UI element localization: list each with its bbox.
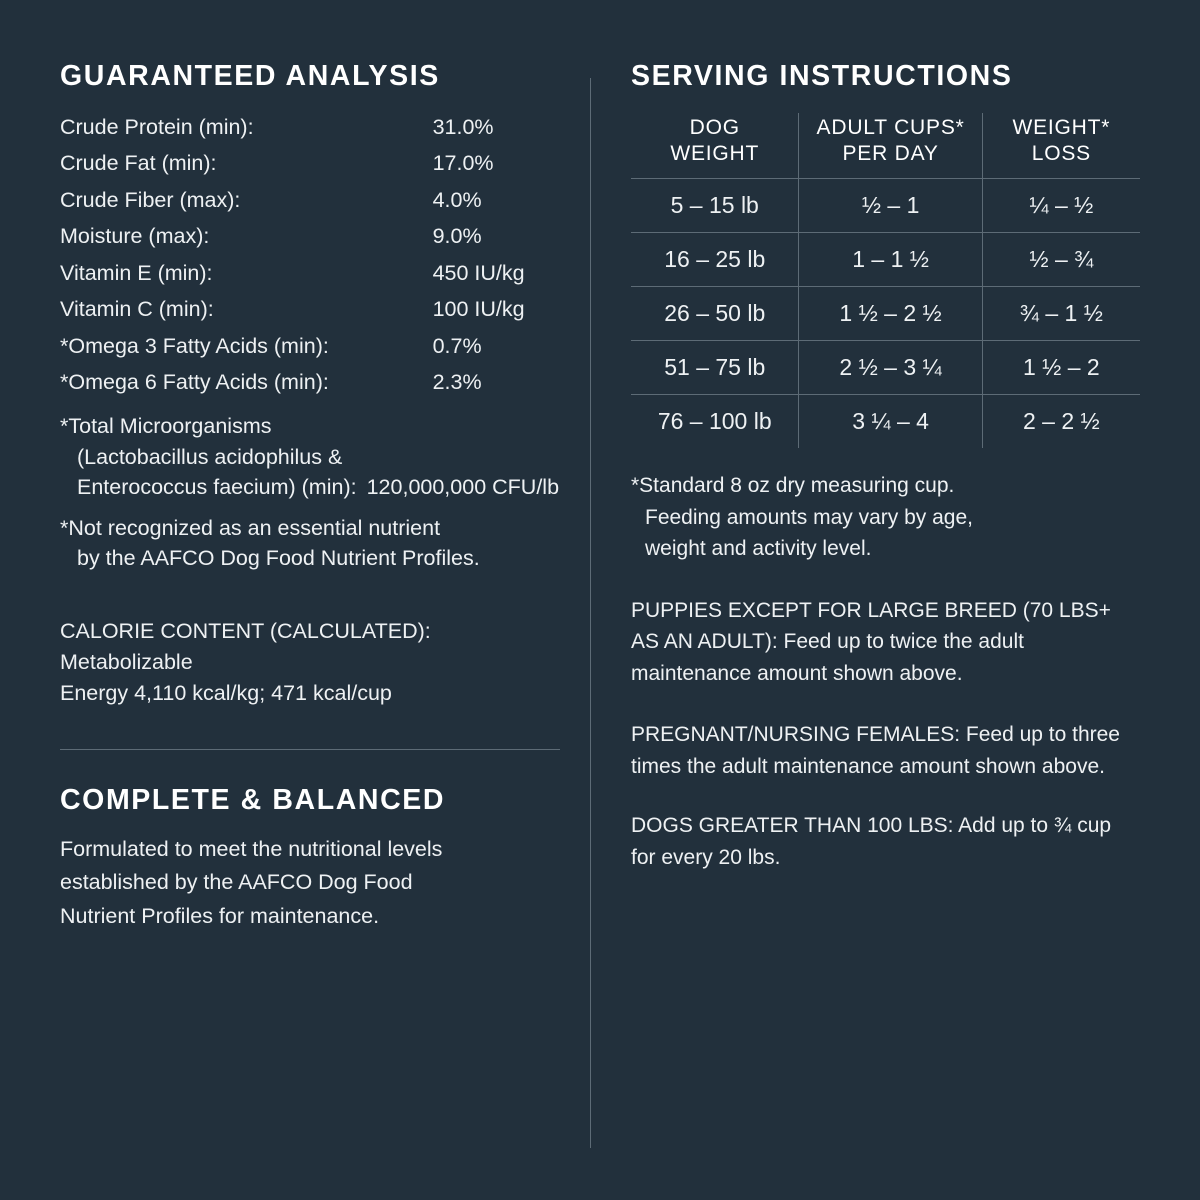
- guaranteed-analysis-title: GUARANTEED ANALYSIS: [60, 60, 440, 92]
- nutrient-label: Vitamin C (min):: [60, 297, 214, 321]
- column-header-weight-loss: [982, 113, 1140, 179]
- column-header-line-2: LOSS: [1031, 141, 1091, 165]
- table-row: [631, 341, 1140, 395]
- serving-instructions-title: SERVING INSTRUCTIONS: [631, 60, 1013, 92]
- microorganisms-line-3: [60, 472, 560, 503]
- cell-dog-weight: 51 – 75 lb: [631, 341, 799, 395]
- microorganisms-value: 120,000,000 CFU/lb: [366, 475, 560, 500]
- complete-balanced-line-2: established by the AAFCO Dog Food: [60, 870, 413, 895]
- calorie-content-line-1: CALORIE CONTENT (CALCULATED): Metabolizable: [60, 618, 431, 674]
- table-row: [60, 365, 560, 402]
- cell-weight-loss: 1 ½ – 2: [982, 341, 1140, 395]
- cell-adult-cups: ½ – 1: [799, 179, 982, 233]
- measuring-cup-note-line-3: weight and activity level.: [645, 537, 872, 561]
- aafco-footnote-line-2: by the AAFCO Dog Food Nutrient Profiles.: [77, 546, 480, 571]
- cell-dog-weight: 16 – 25 lb: [631, 233, 799, 287]
- cell-dog-weight: 5 – 15 lb: [631, 179, 799, 233]
- nutrient-value: 4.0%: [432, 187, 482, 212]
- guaranteed-analysis-column: [60, 60, 590, 1160]
- serving-table: [631, 113, 1140, 448]
- nutrient-value: 9.0%: [432, 224, 482, 248]
- nutrient-label: *Omega 6 Fatty Acids (min):: [60, 370, 329, 394]
- cell-adult-cups: 2 ½ – 3 ¼: [799, 341, 982, 395]
- nutrient-label: *Omega 3 Fatty Acids (min):: [60, 333, 329, 358]
- cell-dog-weight: 76 – 100 lb: [631, 395, 799, 449]
- complete-balanced-line-3: Nutrient Profiles for maintenance.: [60, 903, 380, 928]
- measuring-cup-note: [631, 470, 1140, 565]
- table-row: [631, 179, 1140, 233]
- cell-adult-cups: 1 ½ – 2 ½: [799, 287, 982, 341]
- nutrient-label: Vitamin E (min):: [60, 260, 213, 285]
- cell-weight-loss: ¾ – 1 ½: [982, 287, 1140, 341]
- serving-table-header-row: [631, 113, 1140, 179]
- table-row: [60, 255, 560, 292]
- column-header-line-1: DOG: [689, 116, 740, 139]
- aafco-footnote: [60, 513, 560, 574]
- table-row: [60, 328, 560, 365]
- column-header-line-1: WEIGHT*: [1012, 116, 1111, 139]
- nutrient-label: Crude Fiber (max):: [60, 187, 241, 212]
- calorie-content: [60, 616, 560, 710]
- cell-weight-loss: ½ – ¾: [982, 233, 1140, 287]
- nutrient-value: 2.3%: [432, 370, 482, 394]
- nutrient-value: 0.7%: [432, 333, 482, 358]
- nutrient-label: Moisture (max):: [60, 224, 210, 248]
- complete-balanced-title: COMPLETE & BALANCED: [60, 784, 446, 817]
- microorganisms-line-1: *Total Microorganisms: [60, 414, 272, 438]
- puppies-paragraph: PUPPIES EXCEPT FOR LARGE BREED (70 LBS+ AS AN ADULT): Feed up to twice the adult maintenance amount shown above.: [631, 598, 1111, 685]
- aafco-footnote-line-1: *Not recognized as an essential nutrient: [60, 515, 441, 540]
- complete-balanced-body: [60, 833, 560, 933]
- cell-adult-cups: 3 ¼ – 4: [799, 395, 982, 449]
- nutrient-label: Crude Protein (min):: [60, 114, 254, 139]
- nutrient-value: 17.0%: [432, 151, 494, 175]
- column-header-adult-cups: [799, 113, 982, 179]
- calorie-content-line-2: Energy 4,110 kcal/kg; 471 kcal/cup: [60, 680, 392, 705]
- table-row: [631, 395, 1140, 449]
- table-row: [60, 292, 560, 329]
- column-header-line-1: ADULT CUPS*: [816, 116, 965, 139]
- measuring-cup-note-line-1: *Standard 8 oz dry measuring cup.: [631, 474, 955, 498]
- microorganisms-line-3-label: Enterococcus faecium) (min):: [77, 475, 357, 500]
- table-row: [631, 287, 1140, 341]
- table-row: [60, 219, 560, 256]
- pregnant-nursing-paragraph: PREGNANT/NURSING FEMALES: Feed up to three times the adult maintenance amount shown above.: [631, 723, 1120, 778]
- complete-balanced-line-1: Formulated to meet the nutritional levels: [60, 837, 443, 862]
- table-row: [60, 109, 560, 146]
- column-header-line-2: PER DAY: [842, 141, 939, 165]
- guaranteed-analysis-table: [60, 109, 560, 401]
- table-row: [60, 146, 560, 183]
- nutrient-label: Crude Fat (min):: [60, 151, 217, 175]
- large-dogs-paragraph: DOGS GREATER THAN 100 LBS: Add up to ¾ cup for every 20 lbs.: [631, 814, 1112, 869]
- serving-instructions-column: [591, 60, 1140, 1160]
- cell-adult-cups: 1 – 1 ½: [799, 233, 982, 287]
- nutrient-value: 450 IU/kg: [432, 260, 525, 285]
- measuring-cup-note-line-2: Feeding amounts may vary by age,: [645, 505, 974, 529]
- table-row: [60, 182, 560, 219]
- nutrient-value: 31.0%: [432, 114, 494, 139]
- column-header-line-2: WEIGHT: [670, 141, 760, 165]
- cell-weight-loss: 2 – 2 ½: [982, 395, 1140, 449]
- table-row: [631, 233, 1140, 287]
- microorganisms-line-2: (Lactobacillus acidophilus &: [77, 444, 343, 469]
- nutrient-value: 100 IU/kg: [432, 297, 525, 321]
- column-header-dog-weight: [631, 113, 799, 179]
- cell-dog-weight: 26 – 50 lb: [631, 287, 799, 341]
- section-divider: [60, 749, 560, 750]
- microorganisms-note: [60, 411, 560, 503]
- cell-weight-loss: ¼ – ½: [1029, 192, 1094, 219]
